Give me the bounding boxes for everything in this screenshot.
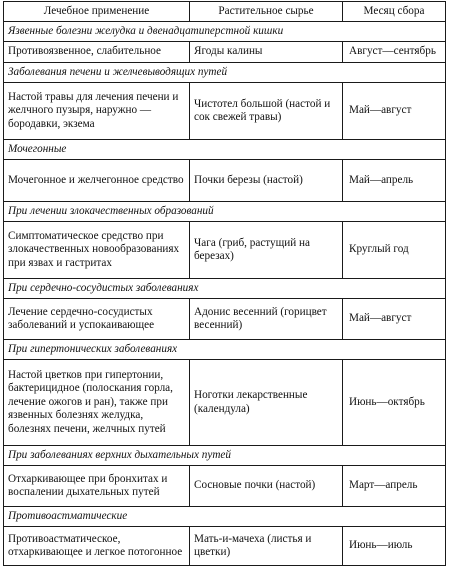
category-row [4,446,446,466]
cell-month: Круглый год [343,222,446,279]
cell-raw-material: Ягоды калины [190,42,343,63]
table-row [4,527,446,566]
cell-raw-material: Чистотел большой (настой и сок свежей травы) [190,83,343,140]
cell-raw-material: Ноготки лекарственные (календула) [190,360,343,446]
cell-use: Противоастматическое, отхаркивающее и легкое потогонное [4,527,190,566]
cell-raw-material: Адонис весенний (горицвет весенний) [190,299,343,340]
cell-month: Май—август [343,83,446,140]
table-row [4,222,446,279]
header-row [4,2,446,22]
table-row [4,466,446,507]
cell-use: Настой травы для лечения печени и желчного пузыря, наружно — бородавки, экзема [4,83,190,140]
table-row [4,42,446,63]
cell-month: Март—апрель [343,466,446,507]
herbal-table [3,1,446,566]
category-label: Язвенные болезни желудка и двенадцатиперстной кишки [4,22,446,42]
header-raw-material: Растительное сырье [190,2,343,22]
category-label: При лечении злокачественных образований [4,202,446,222]
cell-month: Июнь—июль [343,527,446,566]
cell-use: Симптоматическое средство при злокачественных новообразованиях при язвах и гастритах [4,222,190,279]
category-row [4,22,446,42]
category-label: Противоастматические [4,507,446,527]
cell-month: Август—сентябрь [343,42,446,63]
cell-month: Май—август [343,299,446,340]
cell-raw-material: Сосновые почки (настой) [190,466,343,507]
table-row [4,160,446,202]
category-row [4,140,446,160]
cell-use: Настой цветков при гипертонии, бактерицидное (полоскания горла, лечение ожогов и ран), также при язвенных болезнях желудка, болезнях печени, желчных путей [4,360,190,446]
cell-use: Противоязвенное, слабительное [4,42,190,63]
cell-use: Мочегонное и желчегонное средство [4,160,190,202]
category-row [4,63,446,83]
cell-use: Отхаркивающее при бронхитах и воспалении дыхательных путей [4,466,190,507]
table-row [4,360,446,446]
header-collection-month: Месяц сбора [343,2,446,22]
category-row [4,279,446,299]
cell-use: Лечение сердечно-сосудистых заболеваний и успокаивающее [4,299,190,340]
category-label: Мочегонные [4,140,446,160]
category-row [4,202,446,222]
category-label: При гипертонических заболеваниях [4,340,446,360]
category-row [4,507,446,527]
table-row [4,83,446,140]
cell-month: Июнь—октябрь [343,360,446,446]
table-row [4,299,446,340]
cell-raw-material: Почки березы (настой) [190,160,343,202]
cell-month: Май—апрель [343,160,446,202]
category-label: Заболевания печени и желчевыводящих путей [4,63,446,83]
category-label: При сердечно-сосудистых заболеваниях [4,279,446,299]
cell-raw-material: Чага (гриб, растущий на березах) [190,222,343,279]
category-row [4,340,446,360]
category-label: При заболеваниях верхних дыхательных путей [4,446,446,466]
cell-raw-material: Мать-и-мачеха (листья и цветки) [190,527,343,566]
header-use: Лечебное применение [4,2,190,22]
